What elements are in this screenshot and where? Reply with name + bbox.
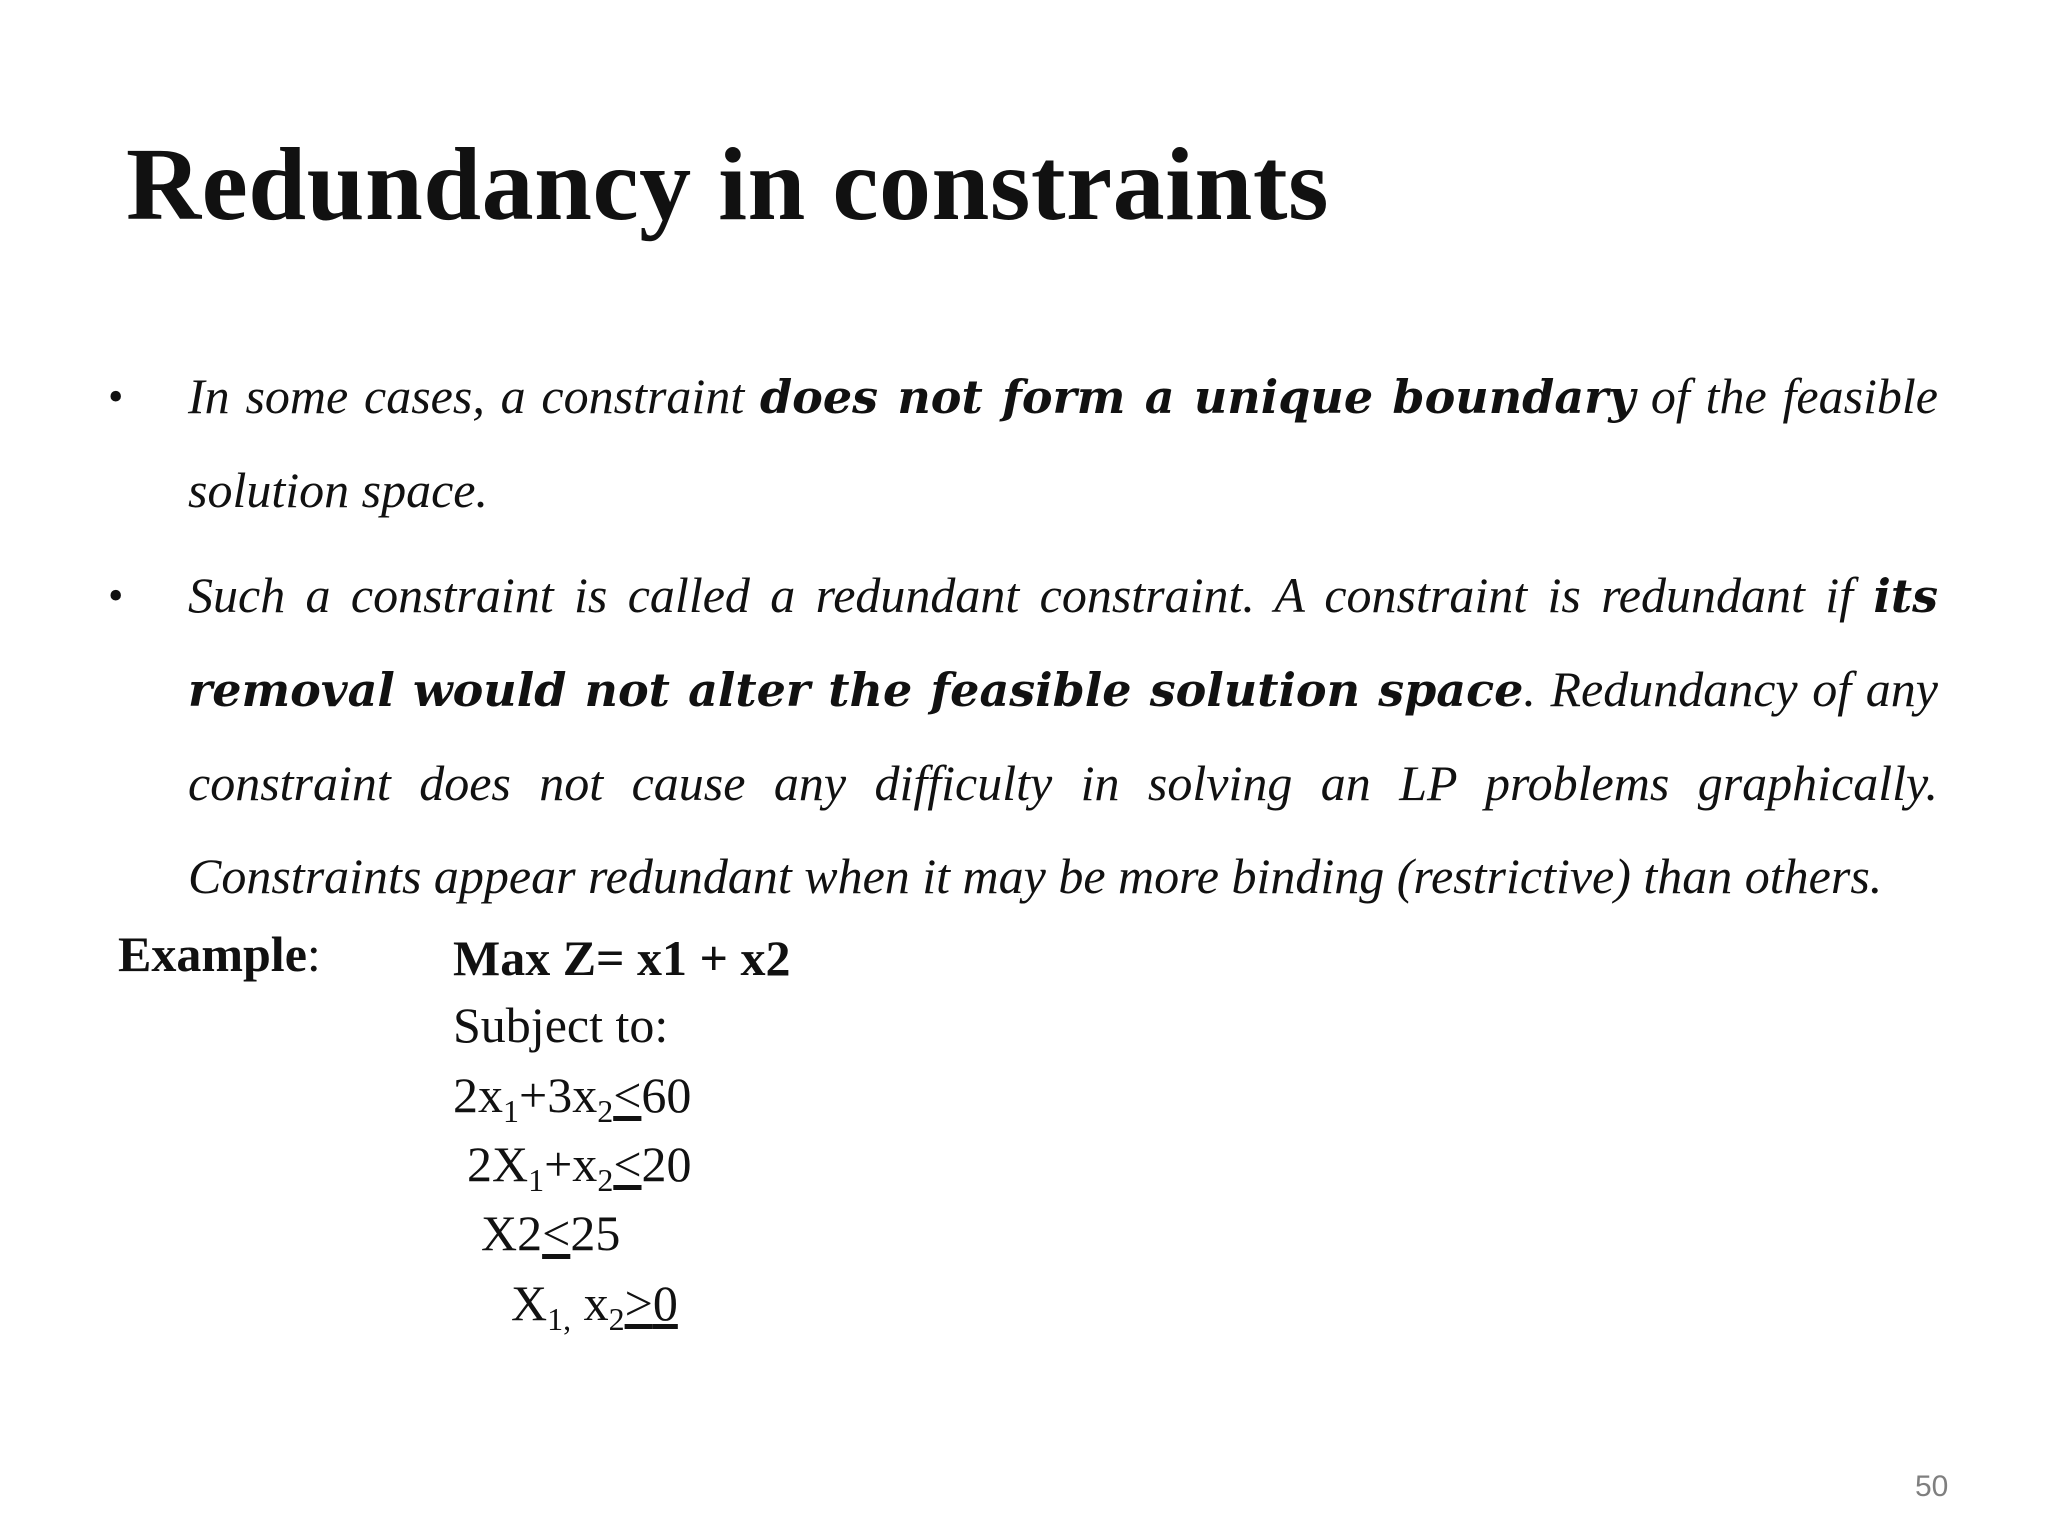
bullet-1-emphasis: does not form a unique boundary — [760, 370, 1636, 424]
bullet-2-emphasis: its removal would not alter the feasible solution space — [188, 569, 1938, 717]
bullet-marker: • — [108, 571, 124, 620]
bullet-list — [108, 350, 1938, 935]
subject-to-label: Subject to: — [453, 997, 669, 1053]
example-label-colon: : — [306, 926, 321, 982]
example-label-text: Example — [118, 926, 307, 982]
bullet-item-1 — [108, 350, 1938, 537]
constraint-3: X2<25 — [481, 1205, 621, 1261]
bullet-2-text-a: Such a constraint is called a redundant constraint. A constraint is redundant if — [188, 567, 1874, 623]
bullet-2-text-b: . Redundancy of any constraint does not cause any difficulty in solving an LP problems graphically. Constraints appear redundant when it may be more binding (restrictive) than others. — [188, 661, 1939, 904]
non-negativity-constraint: $X_{1,}$ $x_2>0$ — [511, 1275, 678, 1337]
page-number: 50 — [1915, 1470, 1949, 1503]
objective-function: Max Z= x1 + x2 — [453, 930, 791, 986]
bullet-marker: • — [108, 372, 124, 421]
example-label — [118, 925, 321, 983]
constraint-2: $2X_1+x_2<20$ — [467, 1136, 692, 1198]
bullet-item-2 — [108, 549, 1938, 923]
constraint-1: $2x_1+3x_2<60$ — [453, 1067, 692, 1129]
bullet-1-text-a: In some cases, a constraint — [188, 368, 761, 424]
slide-title: Redundancy in constraints — [126, 127, 1329, 242]
bullet-1-text-b: of the feasible solution space. — [188, 368, 1938, 518]
